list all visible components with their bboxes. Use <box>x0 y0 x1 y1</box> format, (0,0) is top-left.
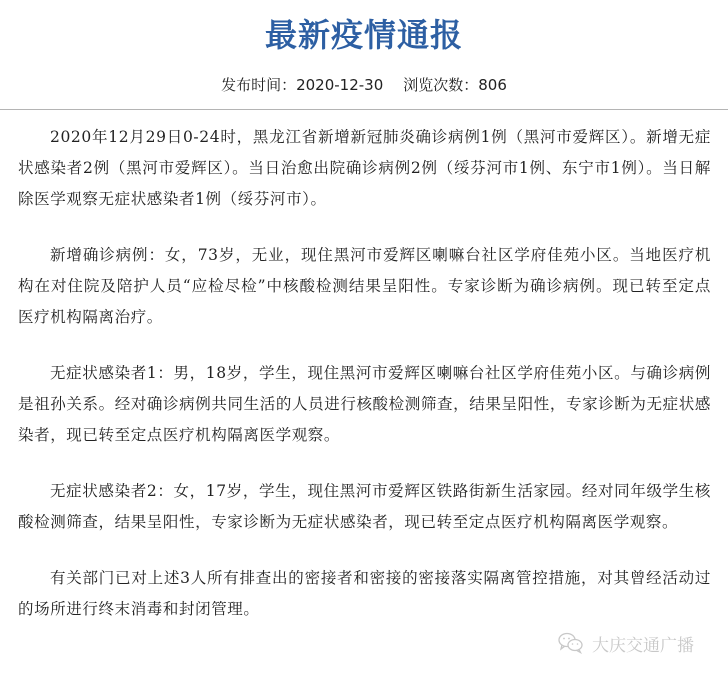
paragraph-confirmed-case: 新增确诊病例：女，73岁，无业，现住黑河市爱辉区喇嘛台社区学府佳苑小区。当地医疗机构在对住院及陪护人员“应检尽检”中核酸检测结果呈阳性。专家诊断为确诊病例。现已转至定点医疗机构隔离治疗。 <box>18 246 711 326</box>
paragraph-asymptomatic-2: 无症状感染者2：女，17岁，学生，现住黑河市爱辉区铁路街新生活家园。经对同年级学生核酸检测筛查，结果呈阳性，专家诊断为无症状感染者，现已转至定点医疗机构隔离医学观察。 <box>18 482 711 531</box>
source-watermark <box>558 628 694 658</box>
wechat-icon <box>558 632 584 654</box>
view-count: 浏览次数：806 <box>403 76 507 94</box>
paragraph-control-measures: 有关部门已对上述3人所有排查出的密接者和密接的密接落实隔离管控措施，对其曾经活动过的场所进行终末消毒和封闭管理。 <box>18 569 711 618</box>
paragraph-summary: 2020年12月29日0-24时，黑龙江省新增新冠肺炎确诊病例1例（黑河市爱辉区）。新增无症状感染者2例（黑河市爱辉区）。当日治愈出院确诊病例2例（绥芬河市1例、东宁市1例）。当日解除医学观察无症状感染者1例（绥芬河市）。 <box>18 128 711 208</box>
page-title: 最新疫情通报 <box>264 16 463 54</box>
watermark-text: 大庆交通广播 <box>592 635 694 656</box>
article-meta <box>0 73 728 97</box>
header-divider <box>0 109 728 110</box>
publish-date: 发布时间：2020-12-30 <box>221 76 384 94</box>
article-body <box>18 122 711 625</box>
paragraph-asymptomatic-1: 无症状感染者1：男，18岁，学生，现住黑河市爱辉区喇嘛台社区学府佳苑小区。与确诊病例是祖孙关系。经对确诊病例共同生活的人员进行核酸检测筛查，结果呈阳性，专家诊断为无症状感染者，现已转至定点医疗机构隔离医学观察。 <box>18 364 711 444</box>
